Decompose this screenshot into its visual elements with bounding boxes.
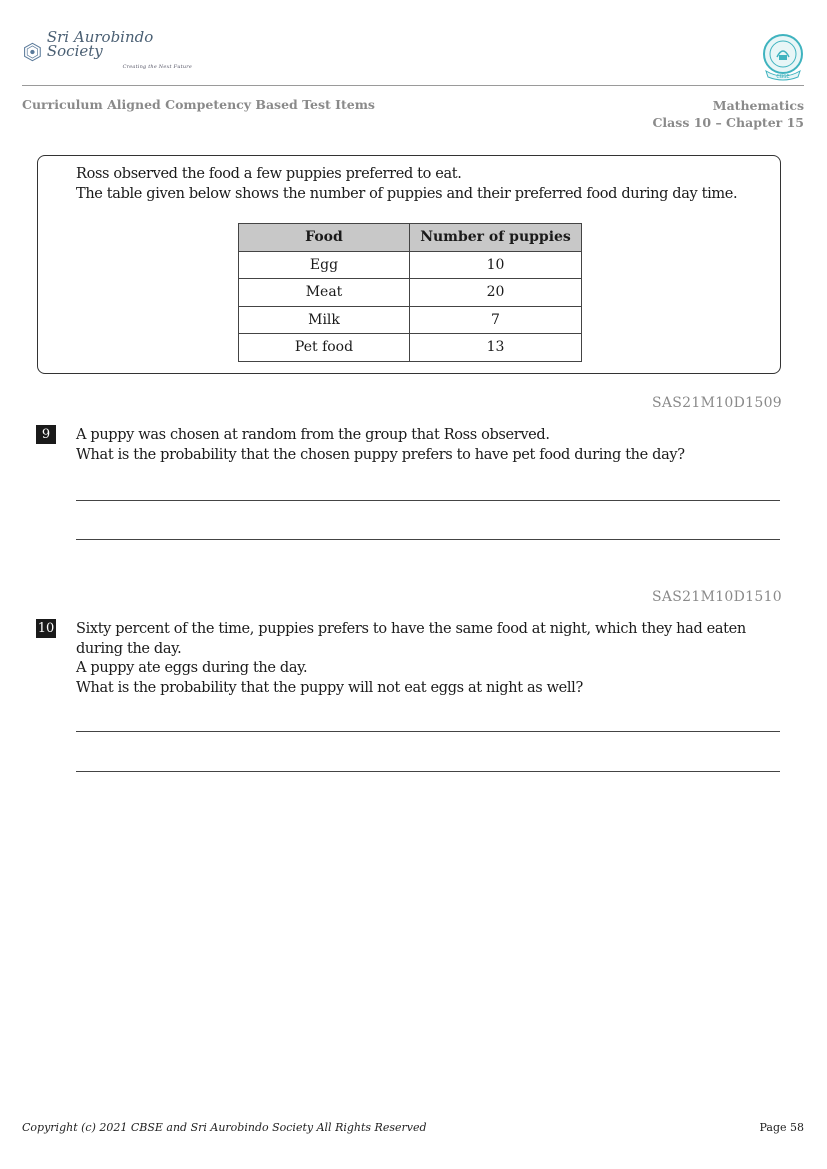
table-cell-food: Milk	[239, 306, 410, 334]
item-code-q9: SAS21M10D1509	[651, 395, 782, 411]
copyright-notice: Copyright (c) 2021 CBSE and Sri Aurobindo Society All Rights Reserved	[22, 1121, 427, 1134]
table-row	[239, 279, 582, 307]
question-10-text	[76, 620, 784, 698]
sri-aurobindo-society-logo	[22, 28, 192, 70]
table-cell-count: 20	[410, 279, 582, 307]
question-number-10: 10	[37, 621, 55, 636]
subject-info	[652, 97, 804, 131]
puppy-food-table	[238, 223, 582, 362]
document-title: Curriculum Aligned Competency Based Test Items	[22, 97, 375, 112]
table-header-row	[239, 224, 582, 252]
question-10-line-1: Sixty percent of the time, puppies prefers to have the same food at night, which they had eaten during the day.	[76, 621, 746, 657]
answer-line-q9-1[interactable]	[76, 500, 780, 501]
question-9-line-2: What is the probability that the chosen puppy prefers to have pet food during the day?	[76, 446, 685, 463]
table-header-food: Food	[239, 224, 410, 252]
table-row	[239, 251, 582, 279]
item-code-q10: SAS21M10D1510	[651, 589, 782, 605]
question-9-line-1: A puppy was chosen at random from the group that Ross observed.	[76, 427, 550, 443]
table-row	[239, 306, 582, 334]
table-cell-food: Meat	[239, 279, 410, 307]
table-cell-food: Pet food	[239, 334, 410, 362]
header-divider	[22, 85, 804, 86]
page-number: Page 58	[759, 1121, 804, 1134]
question-number-9: 9	[36, 425, 56, 444]
table-cell-food: Egg	[239, 251, 410, 279]
table-cell-count: 7	[410, 306, 582, 334]
context-line-1: Ross observed the food a few puppies preferred to eat.	[76, 166, 462, 182]
brand-name: Sri Aurobindo Society	[46, 28, 154, 60]
cbse-seal-icon	[760, 33, 806, 83]
class-chapter-label: Class 10 – Chapter 15	[652, 115, 804, 130]
subject-label: Mathematics	[712, 98, 804, 113]
context-line-2: The table given below shows the number of puppies and their preferred food during day time.	[76, 186, 738, 202]
brand-tagline: Creating the Next Future	[122, 64, 192, 70]
table-header-count: Number of puppies	[410, 224, 582, 252]
question-10-line-2: A puppy ate eggs during the day.	[76, 660, 308, 676]
seal-text: CBSE	[776, 74, 790, 80]
table-cell-count: 10	[410, 251, 582, 279]
answer-line-q9-2[interactable]	[76, 539, 780, 540]
table-cell-count: 13	[410, 334, 582, 362]
answer-line-q10-1[interactable]	[76, 731, 780, 732]
table-row	[239, 334, 582, 362]
question-9-text	[76, 426, 784, 465]
answer-line-q10-2[interactable]	[76, 771, 780, 772]
question-10-line-3: What is the probability that the puppy will not eat eggs at night as well?	[76, 679, 583, 696]
society-emblem-icon	[22, 40, 43, 64]
